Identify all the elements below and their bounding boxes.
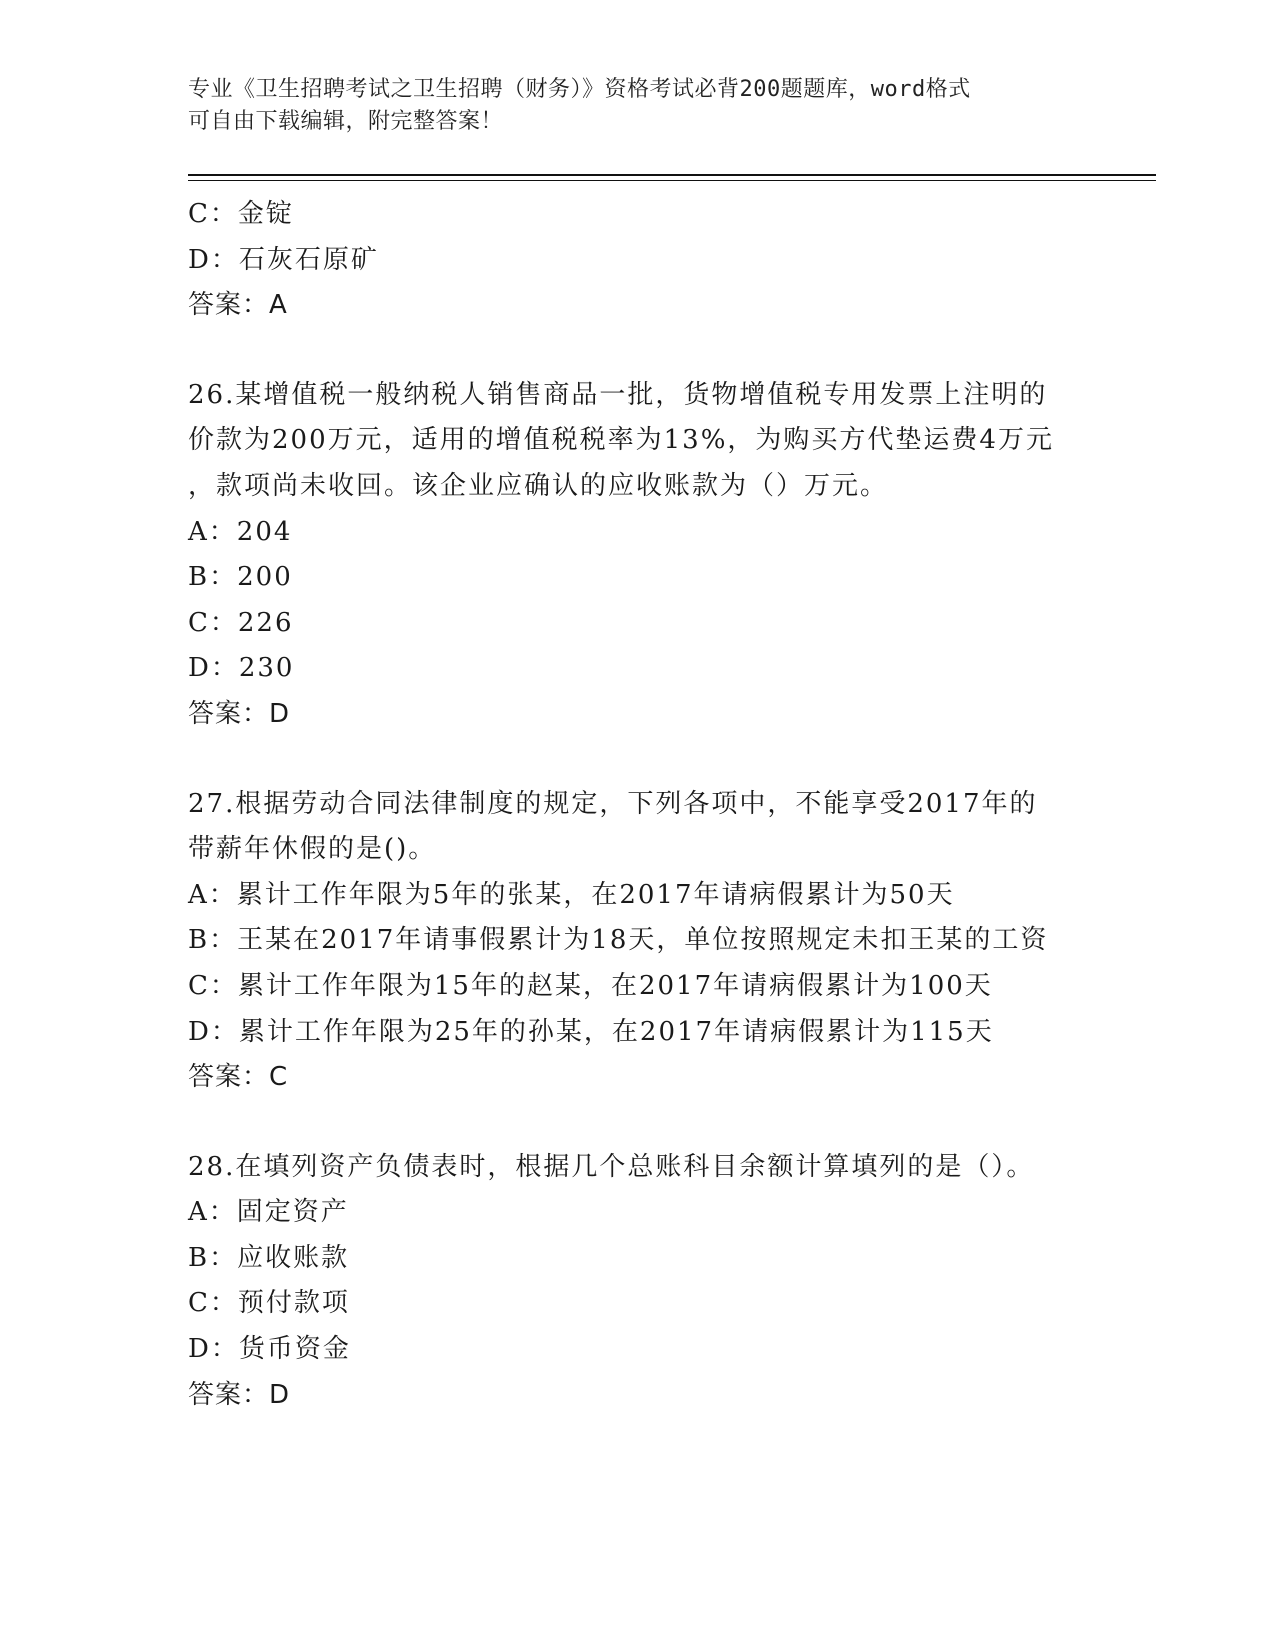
option-line: B：200 (188, 562, 293, 593)
option-line: D：累计工作年限为25年的孙某，在2017年请病假累计为115天 (188, 1016, 994, 1047)
option-line: A：累计工作年限为5年的张某，在2017年请病假累计为50天 (188, 879, 955, 910)
question-content (188, 192, 1148, 1418)
option-line: C：金锭 (188, 199, 294, 229)
question-stem-line: 27.根据劳动合同法律制度的规定，下列各项中，不能享受2017年的 (188, 788, 1038, 819)
question-28 (188, 1145, 1148, 1419)
question-25-continued (188, 192, 1148, 329)
question-stem-line: 价款为200万元，适用的增值税税率为13%，为购买方代垫运费4万元 (188, 425, 1054, 456)
option-line: D：石灰石原矿 (188, 244, 379, 275)
header-title-line-1: 专业《卫生招聘考试之卫生招聘（财务）》资格考试必背200题题库，word格式 (188, 77, 971, 102)
answer-line: 答案：A (188, 290, 288, 321)
option-line: C：226 (188, 607, 294, 638)
question-27 (188, 782, 1148, 1101)
header-divider-thick (188, 174, 1156, 176)
spacer (188, 738, 1148, 782)
question-stem-line: 带薪年休假的是()。 (188, 834, 437, 865)
header-title-line-2: 可自由下载编辑，附完整答案！ (188, 109, 504, 134)
header-divider-thin (188, 180, 1156, 181)
option-line: A：204 (188, 516, 293, 547)
option-line: B：王某在2017年请事假累计为18天，单位按照规定未扣王某的工资 (188, 925, 1049, 956)
spacer (188, 1101, 1148, 1145)
option-line: A：固定资产 (188, 1197, 349, 1228)
page-header (188, 74, 1068, 138)
answer-line: 答案：D (188, 1379, 291, 1410)
option-line: C：累计工作年限为15年的赵某，在2017年请病假累计为100天 (188, 970, 993, 1001)
question-stem-line: 28.在填列资产负债表时，根据几个总账科目余额计算填列的是（）。 (188, 1151, 1035, 1182)
option-line: D：货币资金 (188, 1334, 351, 1365)
option-line: B：应收账款 (188, 1242, 350, 1273)
question-26 (188, 373, 1148, 738)
option-line: C：预付款项 (188, 1288, 350, 1319)
option-line: D：230 (188, 653, 295, 684)
question-stem-line: 26.某增值税一般纳税人销售商品一批，货物增值税专用发票上注明的 (188, 379, 1048, 410)
spacer (188, 329, 1148, 373)
question-stem-line: ，款项尚未收回。该企业应确认的应收账款为（）万元。 (188, 470, 889, 501)
answer-line: 答案：C (188, 1062, 289, 1093)
answer-line: 答案：D (188, 698, 291, 729)
